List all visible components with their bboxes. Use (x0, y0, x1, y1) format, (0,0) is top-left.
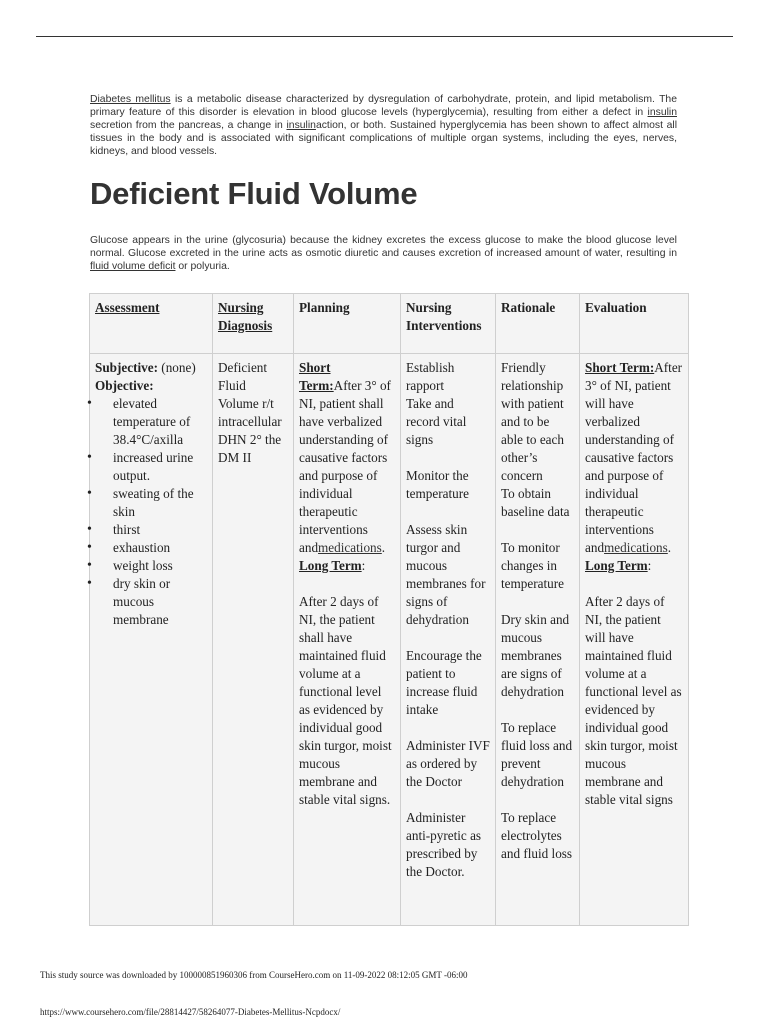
list-item: Establish rapport (406, 360, 455, 393)
download-notice: This study source was downloaded by 100000851960306 from CourseHero.com on 11-09-2022 08:12:05 GMT -06:00 (40, 970, 468, 980)
rationale-cell (496, 354, 580, 926)
planning-long-term: After 2 days of NI, the patient shall have maintained fluid volume at a functional level as evidenced by individual good skin turgor, moist mucous membrane and stable vital signs. (299, 594, 392, 807)
list-item: To monitor changes in temperature (501, 540, 564, 591)
objective-label: Objective: (95, 378, 154, 393)
glycosuria-paragraph (90, 234, 677, 273)
assessment-cell (87, 354, 213, 926)
header-evaluation: Evaluation (580, 294, 689, 354)
list-item: • sweating of the skin (87, 486, 194, 519)
table-row (90, 354, 689, 926)
list-item: Encourage the patient to increase fluid intake (406, 648, 482, 717)
bullet-icon: • (87, 396, 92, 411)
list-item: Dry skin and mucous membranes are signs of dehydration (501, 612, 570, 699)
planning-long-term-label: Long Term: (299, 558, 366, 573)
list-item: • exhaustion (87, 540, 171, 555)
medications-link[interactable]: medications (604, 540, 668, 555)
bullet-icon: • (87, 540, 92, 555)
list-item: • elevated temperature of 38.4°C/axilla (87, 396, 191, 447)
intro-text-1: is a metabolic disease characterized by dysregulation of carbohydrate, protein, and lipid metabolism. The primary feature of this disorder is elevation in blood glucose levels (hyperglycemia), resulting from either a defect in (90, 94, 677, 118)
bullet-icon: • (87, 450, 92, 465)
top-rule (36, 36, 733, 37)
interventions-cell (401, 354, 496, 926)
fluid-volume-deficit-link[interactable]: fluid volume deficit (90, 261, 176, 272)
para2-text-2: or polyuria. (175, 261, 230, 272)
nursing-care-plan-table (89, 293, 689, 926)
subjective-line: Subjective: (none) (95, 360, 196, 375)
list-item: Friendly relationship with patient and to be able to each other’s concern (501, 360, 564, 483)
list-item: • increased urine output. (87, 450, 194, 483)
diabetes-mellitus-link[interactable]: Diabetes mellitus (90, 94, 171, 105)
planning-cell (294, 354, 401, 926)
insulin-link-1[interactable]: insulin (647, 107, 677, 118)
bullet-icon: • (87, 558, 92, 573)
table-header-row (90, 294, 689, 354)
evaluation-short-term: Short Term:After 3° of NI, patient will have verbalized understanding of causative factors and purpose of individual therapeutic interventions andmedications. (585, 360, 683, 555)
list-item: • weight loss (87, 558, 173, 573)
list-item: Administer IVF as ordered by the Doctor (406, 738, 490, 789)
list-item: To replace electrolytes and fluid loss (501, 810, 573, 861)
list-item: To replace fluid loss and prevent dehydration (501, 720, 573, 789)
bullet-icon: • (87, 522, 92, 537)
list-item: To obtain baseline data (501, 486, 570, 519)
list-item: • dry skin or mucous membrane (87, 576, 171, 627)
intro-text-3: action, or both. Sustained hyperglycemia has been shown to affect almost all tissues in the body and is associated with significant complications of multiple organ systems, including the eyes, nerves, kidneys, and blood vessels. (90, 120, 677, 157)
list-item: • thirst (87, 522, 141, 537)
intro-text-2: secretion from the pancreas, a change in (90, 120, 287, 131)
header-nursing-diagnosis[interactable]: Nursing Diagnosis (213, 294, 294, 354)
evaluation-long-term-label: Long Term: (585, 558, 652, 573)
header-planning: Planning (294, 294, 401, 354)
section-heading: Deficient Fluid Volume (90, 176, 418, 211)
diagnosis-cell: Deficient Fluid Volume r/t intracellular DHN 2° the DM II (213, 354, 294, 926)
medications-link[interactable]: medications (318, 540, 382, 555)
list-item: Take and record vital signs (406, 396, 467, 447)
planning-short-term: Short Term:After 3° of NI, patient shall have verbalized understanding of causative factors and purpose of individual therapeutic interventions andmedications. (299, 360, 391, 555)
bullet-icon: • (87, 576, 92, 591)
evaluation-long-term: After 2 days of NI, the patient will have maintained fluid volume at a functional level as evidenced by individual good skin turgor, moist mucous membrane and stable vital signs (585, 594, 682, 807)
header-assessment[interactable]: Assessment (90, 294, 213, 354)
intro-paragraph (90, 93, 677, 158)
insulin-link-2[interactable]: insulin (286, 120, 316, 131)
header-nursing-interventions: Nursing Interventions (401, 294, 496, 354)
list-item: Administer anti-pyretic as prescribed by the Doctor. (406, 810, 482, 879)
header-rationale: Rationale (496, 294, 580, 354)
objective-list (87, 395, 207, 629)
bullet-icon: • (87, 486, 92, 501)
list-item: Monitor the temperature (406, 468, 469, 501)
para2-text-1: Glucose appears in the urine (glycosuria) because the kidney excretes the excess glucose to make the blood glucose level normal. Glucose excreted in the urine acts as osmotic diuretic and causes excretion of increased amount of water, resulting in (90, 235, 677, 259)
source-url[interactable]: https://www.coursehero.com/file/28814427/58264077-Diabetes-Mellitus-Ncpdocx/ (40, 1007, 341, 1017)
list-item: Assess skin turgor and mucous membranes for signs of dehydration (406, 522, 486, 627)
evaluation-cell (580, 354, 689, 926)
